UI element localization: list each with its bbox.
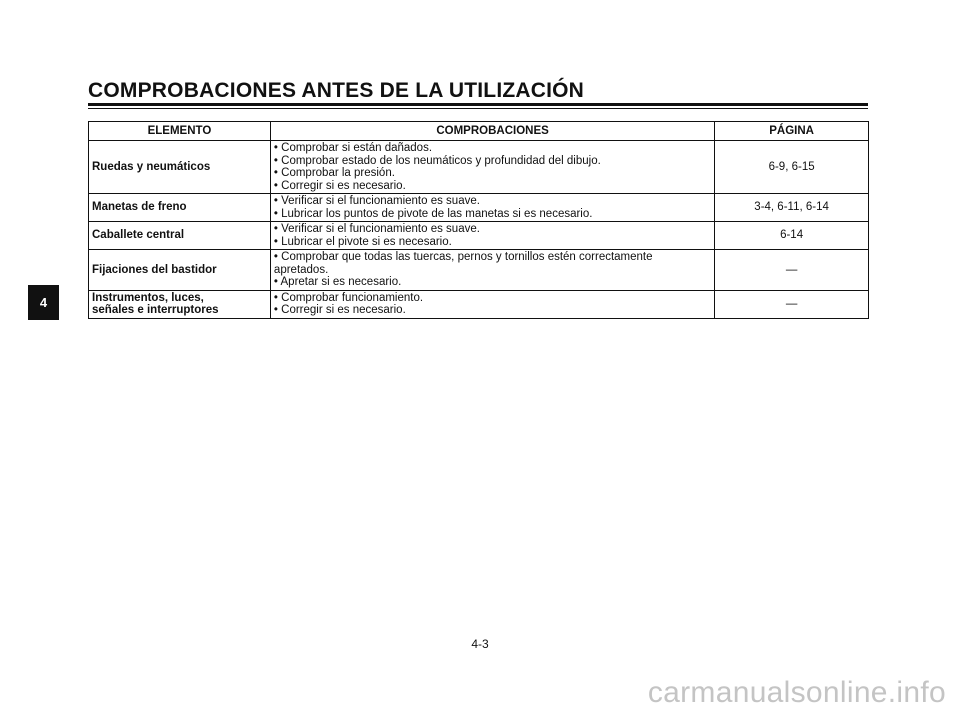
- table-header-row: [89, 122, 869, 141]
- check-item: • Corregir si es necesario.: [273, 179, 406, 192]
- element-cell: [89, 250, 271, 291]
- element-cell: [89, 194, 271, 222]
- check-item: • Comprobar si están dañados.: [273, 142, 433, 154]
- check-item: • Comprobar que todas las tuercas, pernos y tornillos estén correctamente: [273, 251, 653, 263]
- check-item: • Comprobar la presión.: [273, 167, 395, 179]
- element-label: señales e interruptores: [92, 304, 219, 316]
- page-reference-cell: 3-4, 6-11, 6-14: [715, 194, 869, 222]
- column-header-element: ELEMENTO: [89, 122, 271, 141]
- element-cell: [89, 290, 271, 318]
- checks-cell: [270, 141, 714, 194]
- checks-cell: [270, 222, 714, 250]
- table-row: [89, 222, 869, 250]
- check-item: • Lubricar los puntos de pivote de las manetas si es necesario.: [273, 207, 593, 220]
- chapter-tab: 4: [28, 285, 59, 320]
- check-item: apretados.: [273, 263, 329, 276]
- table-row: [89, 290, 869, 318]
- column-header-checks: COMPROBACIONES: [270, 122, 714, 141]
- page-title: COMPROBACIONES ANTES DE LA UTILIZACIÓN: [88, 79, 585, 102]
- checks-cell: [270, 194, 714, 222]
- page-number: 4-3: [471, 637, 489, 651]
- check-item: • Apretar si es necesario.: [273, 276, 402, 288]
- element-label: Manetas de freno: [92, 201, 187, 214]
- column-header-page: PÁGINA: [715, 122, 869, 141]
- title-rule-thick: [88, 103, 868, 106]
- table-row: [89, 141, 869, 194]
- page-reference-cell: 6-14: [715, 222, 869, 250]
- check-item: • Verificar si el funcionamiento es suave.: [273, 195, 480, 207]
- check-item: • Comprobar estado de los neumáticos y profundidad del dibujo.: [273, 154, 601, 167]
- page-reference-cell: —: [715, 250, 869, 291]
- page-reference-cell: 6-9, 6-15: [715, 141, 869, 194]
- element-cell: [89, 141, 271, 194]
- check-item: • Corregir si es necesario.: [273, 304, 406, 316]
- element-label: Caballete central: [92, 229, 185, 242]
- element-cell: [89, 222, 271, 250]
- checks-cell: [270, 250, 714, 291]
- title-rule-thin: [88, 108, 868, 109]
- check-item: • Comprobar funcionamiento.: [273, 291, 424, 304]
- pre-operation-checks-table: [88, 121, 869, 319]
- table-row: [89, 250, 869, 291]
- element-label: Ruedas y neumáticos: [92, 160, 211, 173]
- page-reference-cell: —: [715, 290, 869, 318]
- element-label: Instrumentos, luces,: [92, 291, 204, 304]
- table-row: [89, 194, 869, 222]
- checks-cell: [270, 290, 714, 318]
- element-label: Fijaciones del bastidor: [92, 263, 217, 276]
- watermark: carmanualsonline.info: [647, 676, 946, 709]
- check-item: • Verificar si el funcionamiento es suave.: [273, 223, 480, 235]
- check-item: • Lubricar el pivote si es necesario.: [273, 235, 452, 248]
